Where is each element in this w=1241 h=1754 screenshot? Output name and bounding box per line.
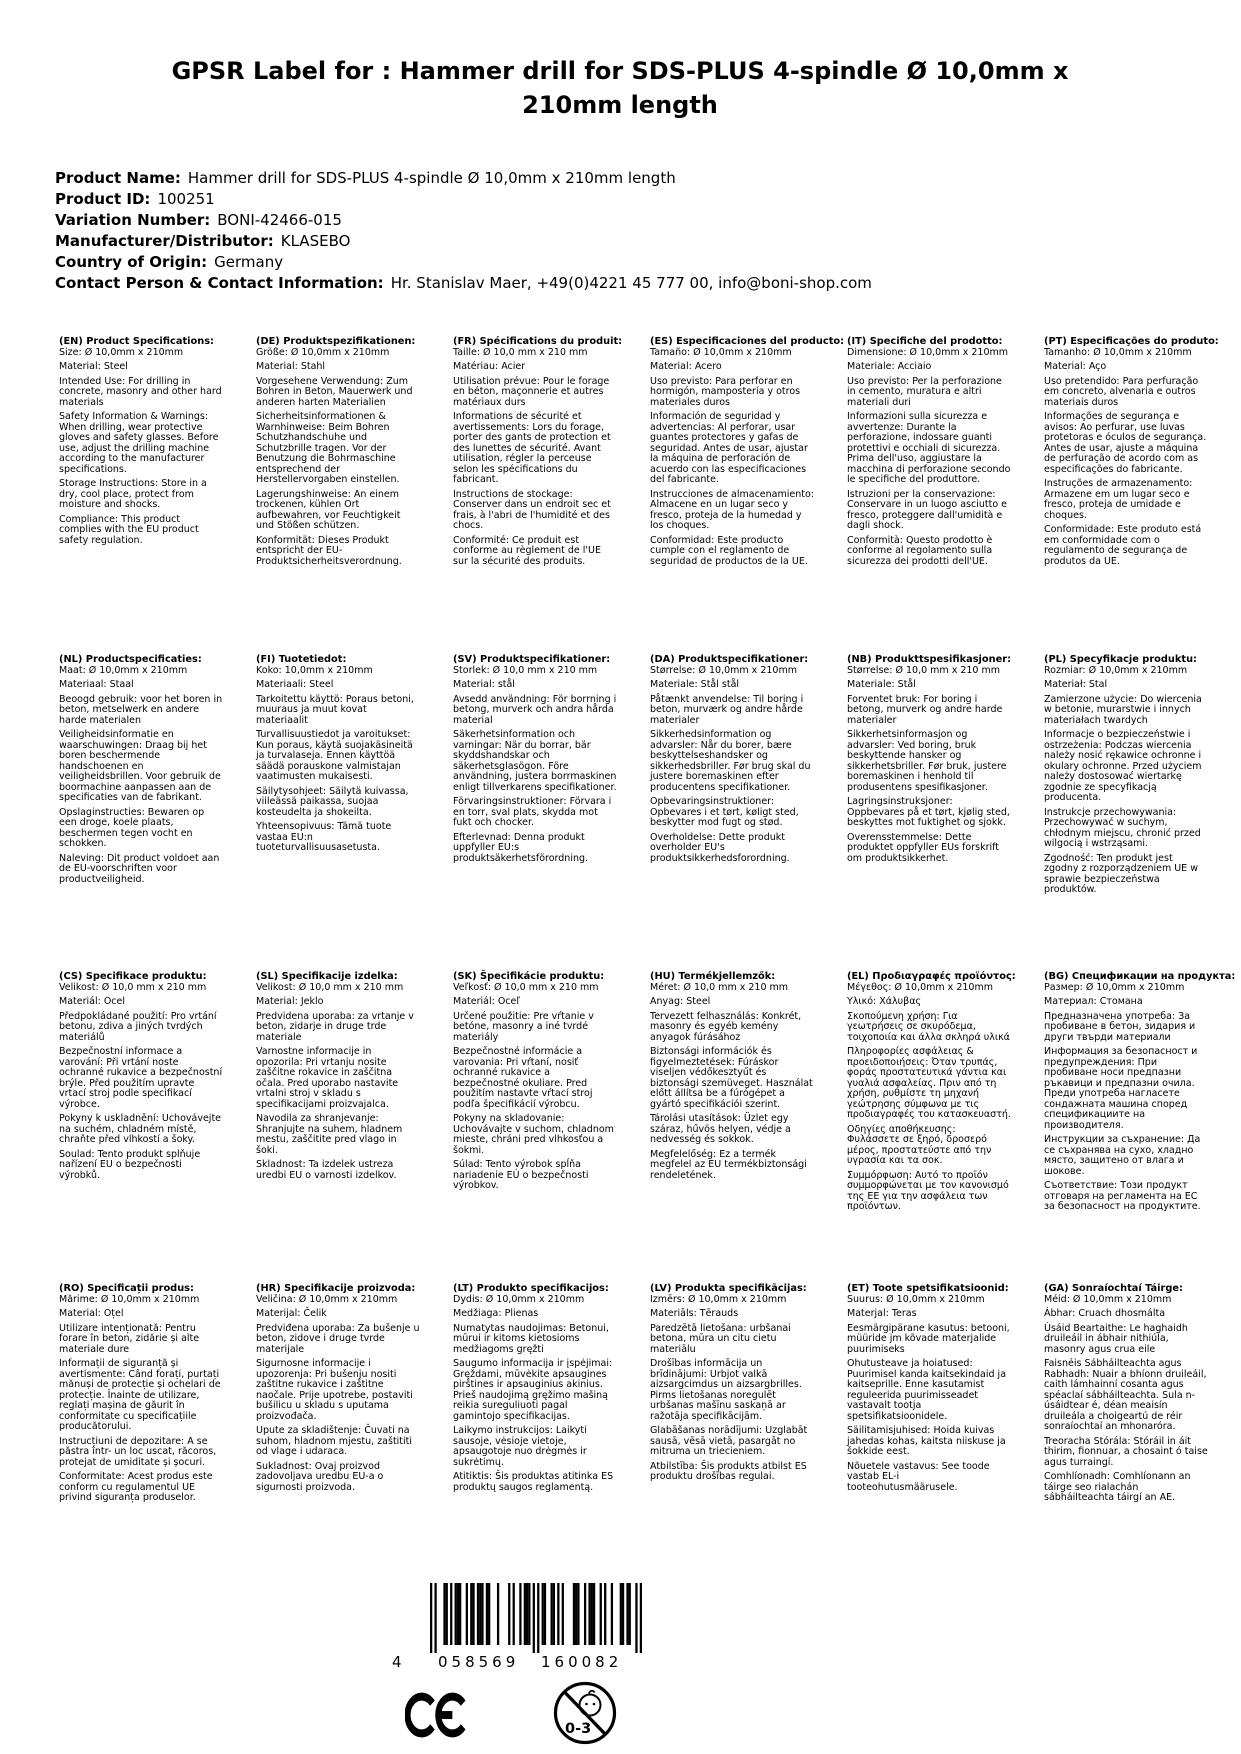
spec-block-fr [453, 336, 623, 571]
spec-paragraph: Súlad: Tento výrobok spĺňa nariadenie EÚ o bezpečnosti výrobkov. [453, 1159, 589, 1191]
spec-paragraph: Saugumo informacija ir įspėjimai: Gręždami, mūvėkite apsaugines pirštines ir apsauginius akinius. Prieš naudojimą gręžimo mašiną reikia sureguliuoti pagal gamintojo specifikacijas. [453, 1358, 613, 1422]
product-info-row [55, 231, 872, 252]
spec-heading: (DA) Produktspecifikationer: [650, 654, 809, 665]
spec-paragraph: Pokyny k uskladnění: Uchovávejte na suchém, chladném místě, chraňte před vlhkostí a šoky. [59, 1113, 222, 1145]
spec-heading: (ES) Especificaciones del producto: [650, 336, 845, 347]
spec-paragraph: Varnostne informacije in opozorila: Pri vrtanju nosite zaščitne rokavice in zaščitna očala. Pred uporabo nastavite vrtalni stroj v skladu s specifikacijami proizvajalca. [256, 1046, 399, 1110]
spec-paragraph: Säilitamisjuhised: Hoida kuivas jahedas kohas, kaitsta niiskuse ja šokkide eest. [847, 1425, 1006, 1457]
product-info-value: Hr. Stanislav Maer, +49(0)4221 45 777 00, info@boni-shop.com [390, 274, 872, 292]
spec-paragraph: Sigurnosne informacije i upozorenja: Pri bušenju nositi zaštitne rukavice i zaštitne naočale. Prije upotrebe, postaviti bušilicu u skladu s uputama proizvođača. [256, 1358, 413, 1422]
spec-heading: (CS) Specifikace produktu: [59, 971, 207, 982]
product-info-row [55, 168, 872, 189]
spec-paragraph: Ábhar: Cruach dhosmálta [1044, 1308, 1166, 1319]
spec-paragraph: Utilizare intenționată: Pentru forare în beton, zidărie și alte materiale dure [59, 1322, 200, 1355]
ce-mark-icon [405, 1692, 469, 1742]
spec-paragraph: Overensstemmelse: Dette produktet oppfyller EUs forskrift om produktsikkerhet. [847, 831, 1000, 864]
age-warning-icon [552, 1680, 618, 1750]
spec-paragraph: Instrucciones de almacenamiento: Almacene en un lugar seco y fresco, proteja de la humedad y los choques. [650, 488, 814, 531]
spec-paragraph: Velikost: Ø 10,0 mm x 210 mm [59, 981, 207, 993]
spec-paragraph: Biztonsági információk és figyelmeztetések: Fúráskor viseljen védőkesztyűt és biztonsági szemüveget. Használat előtt állítsa be a fúrógépet a gyártó specifikációi szerint. [650, 1046, 813, 1110]
spec-paragraph: Ohutusteave ja hoiatused: Puurimisel kanda kaitsekindaid ja kaitseprille. Enne kasutamist reguleerida puurimisseadet vastavalt tootja spetsifikatsioonidele. [847, 1358, 1007, 1422]
spec-paragraph: Conformitate: Acest produs este conform cu regulamentul UE privind siguranța produselor. [59, 1471, 213, 1503]
spec-paragraph: Sukladnost: Ovaj proizvod zadovoljava uredbu EU-a o sigurnosti proizvoda. [256, 1460, 384, 1493]
spec-paragraph: Size: Ø 10,0mm x 210mm [59, 346, 184, 358]
spec-paragraph: Materiał: Stal [1044, 679, 1108, 690]
spec-heading: (HR) Specifikacije proizvoda: [256, 1283, 416, 1294]
spec-paragraph: Sicherheitsinformationen & Warnhinweise: Beim Bohren Schutzhandschuhe und Schutzbrille tragen. Vor der Benutzung die Bohrmaschine entsprechend der Herstellervorgaben einstellen. [256, 411, 400, 485]
spec-heading: (SV) Produktspecifikationer: [453, 654, 611, 665]
product-info-row [55, 189, 872, 210]
spec-heading: (IT) Specifiche del prodotto: [847, 336, 1003, 347]
spec-paragraph: Méret: Ø 10,0 mm x 210 mm [650, 981, 789, 993]
spec-paragraph: Съответствие: Този продукт отговаря на регламента на ЕС за безопасност на продуктите. [1044, 1180, 1201, 1212]
product-info-label: Variation Number: [55, 211, 211, 229]
spec-block-it [847, 337, 1011, 571]
spec-block-sk [453, 972, 617, 1196]
spec-paragraph: Informații de siguranță și avertismente: Când forați, purtați mănuși de protecție și ochelari de protecție. Înainte de utilizare, reglați mașina de găurit în conformitate cu specificațiile producătorului. [59, 1358, 221, 1432]
spec-paragraph: Informacje o bezpieczeństwie i ostrzeżenia: Podczas wiercenia należy nosić rękawice ochronne i okulary ochronne. Przed użyciem należy dostosować wiertarkę zgodnie ze specyfikacją producenta. [1044, 729, 1202, 803]
spec-paragraph: Safety Information & Warnings: When drilling, wear protective gloves and safety glasses. Before use, adjust the drilling machine according to the manufacturer specifications. [59, 411, 219, 475]
spec-paragraph: Conformité: Ce produit est conforme au règlement de l'UE sur la sécurité des produits. [453, 534, 601, 567]
barcode-bars [430, 1583, 642, 1657]
spec-paragraph: Materiál: Ocel [59, 996, 125, 1007]
spec-paragraph: Rozmiar: Ø 10,0mm x 210mm [1044, 664, 1188, 676]
spec-heading: (EL) Προδιαγραφές προϊόντος: [847, 971, 1016, 982]
spec-paragraph: Mărime: Ø 10,0mm x 210mm [59, 1293, 200, 1305]
spec-block-pl [1044, 655, 1208, 900]
spec-paragraph: Turvallisuustiedot ja varoitukset: Kun poraus, käytä suojakäsineitä ja turvalaseja. Ennen käyttöä säädä porauskone valmistajan vaatimusten mukaisesti. [256, 729, 413, 782]
spec-paragraph: Zgodność: Ten produkt jest zgodny z rozporządzeniem UE w sprawie bezpieczeństwa produktów. [1044, 852, 1198, 895]
product-info-label: Contact Person & Contact Information: [55, 274, 384, 292]
spec-paragraph: Předpokládané použití: Pro vrtání betonu, zdiva a jiných tvrdých materiálů [59, 1010, 217, 1043]
spec-block-cs [59, 972, 223, 1185]
spec-heading: (GA) Sonraíochtaí Táirge: [1044, 1283, 1183, 1294]
spec-block-es [650, 336, 845, 571]
spec-paragraph: Materiāls: Tērauds [650, 1308, 739, 1319]
spec-heading: (PT) Especificações do produto: [1044, 336, 1219, 347]
spec-block-bg [1044, 971, 1236, 1217]
spec-paragraph: Размер: Ø 10,0mm x 210mm [1044, 981, 1185, 993]
spec-paragraph: Určené použitie: Pre vŕtanie v betóne, masonry a iné tvrdé materiály [453, 1010, 594, 1043]
spec-paragraph: Maat: Ø 10,0mm x 210mm [59, 664, 188, 676]
spec-paragraph: Intended Use: For drilling in concrete, masonry and other hard materials [59, 375, 222, 408]
spec-block-el [847, 971, 1016, 1217]
spec-paragraph: Drošības informācija un brīdinājumi: Urbjot valkā aizsargcimdus un aizsargbrilles. Pirms lietošanas noregulēt urbšanas mašīnu saskaņā ar ražotāja specifikācijām. [650, 1358, 802, 1422]
spec-block-fi [256, 655, 420, 858]
spec-paragraph: Инструкции за съхранение: Да се съхранява на сухо, хладно място, защитено от влага и шокове. [1044, 1134, 1201, 1177]
spec-paragraph: Storage Instructions: Store in a dry, cool place, protect from moisture and shocks. [59, 478, 207, 510]
spec-paragraph: Avsedd användning: För borrning i betong, murverk och andra hårda material [453, 693, 617, 726]
spec-paragraph: Bezpečnostné informácie a varovania: Pri vŕtaní, nosiť ochranné rukavice a bezpečnostné okuliare. Pred použitím nastavte vŕtací stroj podľa špecifikácií výrobcu. [453, 1046, 593, 1110]
spec-paragraph: Materiaali: Steel [256, 679, 334, 690]
spec-paragraph: Dydis: Ø 10,0mm x 210mm [453, 1293, 585, 1305]
spec-block-en [59, 337, 223, 550]
barcode-digit-group-1: 058569 [438, 1653, 520, 1671]
spec-paragraph: Beoogd gebruik: voor het boren in beton, metselwerk en andere harde materialen [59, 693, 223, 726]
spec-paragraph: Материал: Стомана [1044, 996, 1143, 1007]
spec-paragraph: Material: Jeklo [256, 996, 324, 1007]
spec-paragraph: Säkerhetsinformation och varningar: När du borrar, bär skyddshandskar och säkerhetsglasögon. Före användning, justera borrmaskinen enligt tillverkarens specifikationer. [453, 729, 617, 793]
spec-heading: (BG) Спецификации на продукта: [1044, 971, 1236, 982]
spec-heading: (FI) Tuotetiedot: [256, 654, 347, 665]
spec-block-da [650, 655, 814, 868]
spec-paragraph: Opbevaringsinstruktioner: Opbevares i et tørt, køligt sted, beskytter mod fugt og stød. [650, 796, 799, 828]
page-title: GPSR Label for : Hammer drill for SDS-PLUS 4-spindle Ø 10,0mm x 210mm length [171, 57, 1069, 119]
spec-paragraph: Informações de segurança e avisos: Ao perfurar, use luvas protetoras e óculos de segurança. Antes de usar, ajuste a máquina de perfuração de acordo com as especificações do fabricante. [1044, 411, 1207, 475]
spec-paragraph: Tárolási utasítások: Üzlet egy száraz, hűvös helyen, védje a nedvesség és sokkok. [650, 1113, 791, 1145]
spec-paragraph: Uso previsto: Per la perforazione in cemento, muratura e altri materiali duri [847, 375, 1002, 408]
spec-paragraph: Predvidena uporaba: za vrtanje v beton, zidarje in druge trde materiale [256, 1010, 414, 1043]
spec-paragraph: Lagerungshinweise: An einem trockenen, kühlen Ort aufbewahren, vor Feuchtigkeit und Stößen schützen. [256, 488, 401, 531]
spec-paragraph: Izmērs: Ø 10,0mm x 210mm [650, 1293, 787, 1305]
spec-row-3 [59, 972, 1241, 1217]
spec-block-lv [650, 1284, 814, 1487]
spec-block-hr [256, 1284, 420, 1497]
spec-paragraph: Suurus: Ø 10,0mm x 210mm [847, 1293, 985, 1305]
spec-paragraph: Materiale: Acciaio [847, 361, 932, 372]
product-info-value: Hammer drill for SDS-PLUS 4-spindle Ø 10,0mm x 210mm length [187, 169, 676, 187]
spec-paragraph: Instrucțiuni de depozitare: A se păstra într- un loc uscat, răcoros, protejat de umiditate și șocuri. [59, 1435, 217, 1468]
spec-paragraph: Größe: Ø 10,0mm x 210mm [256, 346, 390, 358]
spec-paragraph: Anyag: Steel [650, 996, 711, 1007]
spec-paragraph: Bezpečnostní informace a varování: Při vrtání noste ochranné rukavice a bezpečnostní brýle. Před použitím upravte vrtací stroj podle specifikací výrobce. [59, 1046, 223, 1110]
spec-paragraph: Størrelse: Ø 10,0 mm x 210 mm [847, 664, 1001, 676]
spec-paragraph: Forventet bruk: For boring i betong, murverk og andre harde materialer [847, 693, 1003, 726]
spec-paragraph: Conformidad: Este producto cumple con el reglamento de seguridad de productos de la UE. [650, 534, 808, 567]
spec-paragraph: Predviđena uporaba: Za bušenje u beton, zidove i druge tvrde materijale [256, 1322, 420, 1355]
spec-paragraph: Materiale: Stål stål [650, 679, 740, 690]
spec-paragraph: Utilisation prévue: Pour le forage en béton, maçonnerie et autres matériaux durs [453, 375, 610, 408]
spec-paragraph: Navodila za shranjevanje: Shranjujte na suhem, hladnem mestu, zaščitite pred vlago in šoki. [256, 1113, 403, 1156]
spec-heading: (NB) Produkttspesifikasjoner: [847, 654, 1011, 665]
spec-paragraph: Konformität: Dieses Produkt entspricht der EU-Produktsicherheitsverordnung. [256, 534, 402, 567]
spec-block-ga [1044, 1284, 1208, 1508]
spec-paragraph: Συμμόρφωση: Αυτό το προϊόν συμμορφώνεται με τον κανονισμό της ΕΕ για την ασφάλεια των προϊόντων. [847, 1169, 1009, 1212]
spec-block-lt [453, 1284, 617, 1497]
product-info-value: KLASEBO [280, 232, 351, 250]
spec-paragraph: Instruções de armazenamento: Armazene em um lugar seco e fresco, proteja de umidade e choques. [1044, 478, 1193, 521]
spec-paragraph: Pokyny na skladovanie: Uchovávajte v suchom, chladnom mieste, chráni pred vlhkosťou a šokmi. [453, 1113, 614, 1156]
spec-paragraph: Efterlevnad: Denna produkt uppfyller EU:s produktsäkerhetsförordning. [453, 831, 589, 864]
spec-paragraph: Uso pretendido: Para perfuração em concreto, alvenaria e outros materiais duros [1044, 375, 1199, 408]
spec-paragraph: Информация за безопасност и предупреждения: При пробиване носи предпазни ръкавици и предпазни очила. Преди употреба нагласете сондажната машина според спецификациите на производителя. [1044, 1046, 1198, 1131]
spec-paragraph: Materjal: Teras [847, 1308, 917, 1319]
spec-paragraph: Información de seguridad y advertencias: Al perforar, usar guantes protectores y gafas de seguridad. Antes de usar, ajustar la máquina de perforación de acuerdo con las especificaciones del fabricante. [650, 411, 808, 485]
barcode-digit-group-2: 160082 [541, 1653, 623, 1671]
spec-heading: (ET) Toote spetsifikatsioonid: [847, 1283, 1009, 1294]
barcode-first-digit: 4 [392, 1653, 406, 1671]
spec-heading: (PL) Specyfikacje produktu: [1044, 654, 1197, 665]
spec-paragraph: Υλικό: Χάλυβας [847, 996, 922, 1007]
spec-paragraph: Veľkosť: Ø 10,0 mm x 210 mm [453, 981, 599, 993]
product-info-row [55, 252, 872, 273]
spec-paragraph: Atbilstība: Šis produkts atbilst ES produktu drošības regulai. [650, 1460, 807, 1482]
spec-paragraph: Glabāšanas norādījumi: Uzglabāt sausā, vēsā vietā, pasargāt no mitruma un triecieniem. [650, 1425, 808, 1457]
barcode [392, 1583, 692, 1678]
spec-paragraph: Méid: Ø 10,0mm x 210mm [1044, 1293, 1172, 1305]
spec-paragraph: Veličina: Ø 10,0mm x 210mm [256, 1293, 398, 1305]
spec-paragraph: Atitiktis: Šis produktas atitinka ES produktų saugos reglamentą. [453, 1471, 614, 1493]
spec-paragraph: Sikkerhedsinformation og advarsler: Når du borer, bære beskyttelseshandsker og sikkerhedsbriller. Før brug skal du justere boremaskinen efter producentens specifikationer. [650, 729, 811, 793]
spec-block-nb [847, 655, 1011, 868]
spec-paragraph: Tamaño: Ø 10,0mm x 210mm [650, 346, 792, 358]
spec-row-2 [59, 655, 1241, 900]
spec-block-nl [59, 655, 223, 889]
spec-paragraph: Naleving: Dit product voldoet aan de EU-voorschriften voor productveiligheid. [59, 852, 220, 885]
spec-row-1 [59, 337, 1241, 571]
spec-paragraph: Storlek: Ø 10,0 mm x 210 mm [453, 664, 598, 676]
spec-paragraph: Materiál: Oceľ [453, 996, 520, 1007]
spec-row-4 [59, 1284, 1241, 1508]
spec-paragraph: Paredzētā lietošana: urbšanai betona, mūra un citu cietu materiālu [650, 1322, 791, 1355]
spec-paragraph: Material: Stahl [256, 361, 326, 372]
spec-heading: (NL) Productspecificaties: [59, 654, 202, 665]
spec-block-et [847, 1284, 1011, 1497]
spec-block-ro [59, 1284, 223, 1508]
spec-paragraph: Σκοπούμενη χρήση: Για γεωτρήσεις σε σκυρόδεμα, τοιχοποιία και άλλα σκληρά υλικά [847, 1010, 1010, 1043]
spec-heading: (SL) Specifikacije izdelka: [256, 971, 398, 982]
spec-paragraph: Lagringsinstruksjoner: Oppbevares på et tørt, kjølig sted, beskyttes mot fuktighet og sjokk. [847, 796, 1010, 828]
spec-paragraph: Tamanho: Ø 10,0mm x 210mm [1044, 346, 1192, 358]
product-info-label: Manufacturer/Distributor: [55, 232, 274, 250]
spec-paragraph: Πληροφορίες ασφάλειας & προειδοποιήσεις: Όταν τρυπάς, φοράς προστατευτικά γάντια και γυαλιά ασφαλείας. Πριν από τη χρήση, ρυθμίστε τη μηχανή γεώτρησης σύμφωνα με τις προδιαγραφές του κατασκευαστή. [847, 1046, 1011, 1120]
spec-paragraph: Skladnost: Ta izdelek ustreza uredbi EU o varnosti izdelkov. [256, 1159, 397, 1181]
spec-heading: (EN) Product Specifications: [59, 336, 214, 347]
spec-paragraph: Material: stål [453, 679, 515, 690]
spec-paragraph: Laikymo instrukcijos: Laikyti sausoje, vėsioje vietoje, apsaugotoje nuo drėgmės ir sukrėtimų. [453, 1425, 587, 1468]
spec-paragraph: Størrelse: Ø 10,0mm x 210mm [650, 664, 797, 676]
spec-paragraph: Conformidade: Este produto está em conformidade com o regulamento de segurança de produtos da UE. [1044, 524, 1202, 567]
spec-paragraph: Opslaginstructies: Bewaren op een droge, koele plaats, beschermen tegen vocht en schokken. [59, 806, 205, 849]
product-info-value: Germany [214, 253, 284, 271]
spec-paragraph: Material: Steel [59, 361, 128, 372]
spec-paragraph: Conformità: Questo prodotto è conforme al regolamento sulla sicurezza dei prodotti dell'UE. [847, 534, 993, 567]
spec-paragraph: Istruzioni per la conservazione: Conservare in un luogo asciutto e fresco, proteggere dall'umidità e dagli shock. [847, 488, 1008, 531]
spec-paragraph: Instrukcje przechowywania: Przechowywać w suchym, chłodnym miejscu, chronić przed wilgocią i wstrząsami. [1044, 806, 1201, 849]
product-info-value: 100251 [157, 190, 215, 208]
spec-heading: (DE) Produktspezifikationen: [256, 336, 416, 347]
spec-paragraph: Yhteensopivuus: Tämä tuote vastaa EU:n tuoteturvallisuusasetusta. [256, 821, 392, 853]
spec-paragraph: Comhlíonadh: Comhlíonann an táirge seo rialachán sábháilteachta táirgí an AE. [1044, 1471, 1191, 1503]
spec-heading: (RO) Specificații produs: [59, 1283, 194, 1294]
spec-heading: (SK) Špecifikácie produktu: [453, 971, 605, 982]
spec-paragraph: Dimensione: Ø 10,0mm x 210mm [847, 346, 1009, 358]
spec-paragraph: Megfelelőség: Ez a termék megfelel az EU termékbiztonsági rendeletének. [650, 1148, 807, 1181]
spec-paragraph: Overholdelse: Dette produkt overholder EU's produktsikkerhedsforordning. [650, 831, 790, 864]
spec-paragraph: Material: Oțel [59, 1308, 124, 1319]
product-info-value: BONI-42466-015 [217, 211, 342, 229]
spec-paragraph: Treoracha Stórála: Stóráil in áit thirim, fionnuar, a chosaint ó taise agus turraingí. [1044, 1435, 1208, 1468]
spec-paragraph: Sikkerhetsinformasjon og advarsler: Ved boring, bruk beskyttende hansker og sikkerhetsbriller. Før bruk, justere boremaskinen i henhold til produsentens spesifikasjoner. [847, 729, 1007, 793]
spec-block-sv [453, 655, 617, 868]
spec-paragraph: Medžiaga: Plienas [453, 1308, 539, 1319]
spec-paragraph: Úsáid Beartaithe: Le haghaidh druileáil in ábhair nithiúla, masonry agus crua eile [1044, 1322, 1188, 1355]
spec-paragraph: Tervezett felhasználás: Konkrét, masonry és egyéb kemény anyagok fúrásához [650, 1010, 802, 1043]
spec-heading: (HU) Termékjellemzők: [650, 971, 776, 982]
spec-paragraph: Zamierzone użycie: Do wiercenia w betonie, murarstwie i innych materiałach twardych [1044, 693, 1202, 726]
product-info-row [55, 273, 872, 294]
spec-paragraph: Informations de sécurité et avertissements: Lors du forage, porter des gants de protection et des lunettes de sécurité. Avant utilisation, régler la perceuse selon les spécifications du fabricant. [453, 411, 611, 485]
spec-paragraph: Eesmärgipärane kasutus: betooni, müüride jm kõvade materjalide puurimiseks [847, 1322, 1010, 1355]
product-info-label: Product Name: [55, 169, 181, 187]
spec-paragraph: Οδηγίες αποθήκευσης: Φυλάσσετε σε ξηρό, δροσερό μέρος, προστατεύστε από την υγρασία και τα σοκ. [847, 1123, 992, 1166]
product-info-label: Product ID: [55, 190, 151, 208]
spec-paragraph: Instructions de stockage: Conserver dans un endroit sec et frais, à l'abri de l'humidité et des chocs. [453, 488, 611, 531]
spec-paragraph: Material: Acero [650, 361, 722, 372]
spec-paragraph: Taille: Ø 10,0 mm x 210 mm [453, 346, 588, 358]
spec-paragraph: Upute za skladištenje: Čuvati na suhom, hladnom mjestu, zaštititi od vlage i udaraca. [256, 1425, 413, 1457]
spec-paragraph: Materiaal: Staal [59, 679, 134, 690]
product-info-row [55, 210, 872, 231]
spec-block-hu [650, 972, 814, 1185]
product-info-label: Country of Origin: [55, 253, 208, 271]
spec-paragraph: Säilytysohjeet: Säilytä kuivassa, viileässä paikassa, suojaa kosteudelta ja shokeilta. [256, 785, 409, 818]
spec-paragraph: Numatytas naudojimas: Betonui, mūrui ir kitoms kietosioms medžiagoms gręžti [453, 1322, 609, 1355]
spec-paragraph: Påtænkt anvendelse: Til boring i beton, murværk og andre hårde materialer [650, 693, 804, 726]
spec-paragraph: Velikost: Ø 10,0 mm x 210 mm [256, 981, 404, 993]
spec-paragraph: Compliance: This product complies with the EU product safety regulation. [59, 513, 199, 546]
spec-paragraph: Material: Aço [1044, 361, 1107, 372]
spec-block-de [256, 337, 420, 571]
age-warning-label: 0-3 [565, 1721, 592, 1737]
spec-paragraph: Uso previsto: Para perforar en hormigón, mampostería y otros materiales duros [650, 375, 801, 408]
spec-heading: (FR) Spécifications du produit: [453, 336, 623, 347]
spec-paragraph: Matériau: Acier [453, 361, 526, 372]
spec-paragraph: Предназначена употреба: За пробиване в бетон, зидария и други твърди материали [1044, 1010, 1196, 1043]
spec-paragraph: Vorgesehene Verwendung: Zum Bohren in Beton, Mauerwerk und anderen harten Materialien [256, 375, 413, 408]
spec-paragraph: Tarkoitettu käyttö: Poraus betoni, muuraus ja muut kovat materiaalit [256, 693, 414, 726]
spec-paragraph: Materiale: Stål [847, 679, 916, 690]
spec-block-pt [1044, 336, 1219, 571]
spec-block-sl [256, 972, 420, 1185]
spec-paragraph: Materijal: Čelik [256, 1308, 327, 1319]
spec-paragraph: Soulad: Tento produkt splňuje nařízení EU o bezpečnosti výrobků. [59, 1148, 201, 1181]
spec-paragraph: Faisnéis Sábháilteachta agus Rabhadh: Nuair a bhíonn druileáil, caith lámhainní cosanta agus spéaclaí sábháilteachta. Sula n-úsáidtear é, déan meaisín druileála a choigeartú de réir sonraíochtaí an mhonaróra. [1044, 1358, 1207, 1432]
spec-heading: (LT) Produkto specifikacijos: [453, 1283, 609, 1294]
spec-paragraph: Koko: 10,0mm x 210mm [256, 664, 373, 676]
spec-paragraph: Informazioni sulla sicurezza e avvertenze: Durante la perforazione, indossare guanti protettivi e occhiali di sicurezza. Prima dell'uso, aggiustare la macchina di perforazione secondo le specifiche del produttore. [847, 411, 1011, 485]
spec-paragraph: Veiligheidsinformatie en waarschuwingen: Draag bij het boren beschermende handschoenen en veiligheidsbrillen. Voor gebruik de boormachine aanpassen aan de specificaties van de fabrikant. [59, 729, 221, 803]
spec-paragraph: Nõuetele vastavus: See toode vastab EL-i tooteohutusmäärusele. [847, 1460, 990, 1493]
spec-heading: (LV) Produkta specifikācijas: [650, 1283, 807, 1294]
product-info-section [55, 168, 872, 294]
spec-paragraph: Μέγεθος: Ø 10,0mm x 210mm [847, 981, 993, 993]
spec-paragraph: Förvaringsinstruktioner: Förvara i en torr, sval plats, skydda mot fukt och chocker. [453, 796, 612, 828]
